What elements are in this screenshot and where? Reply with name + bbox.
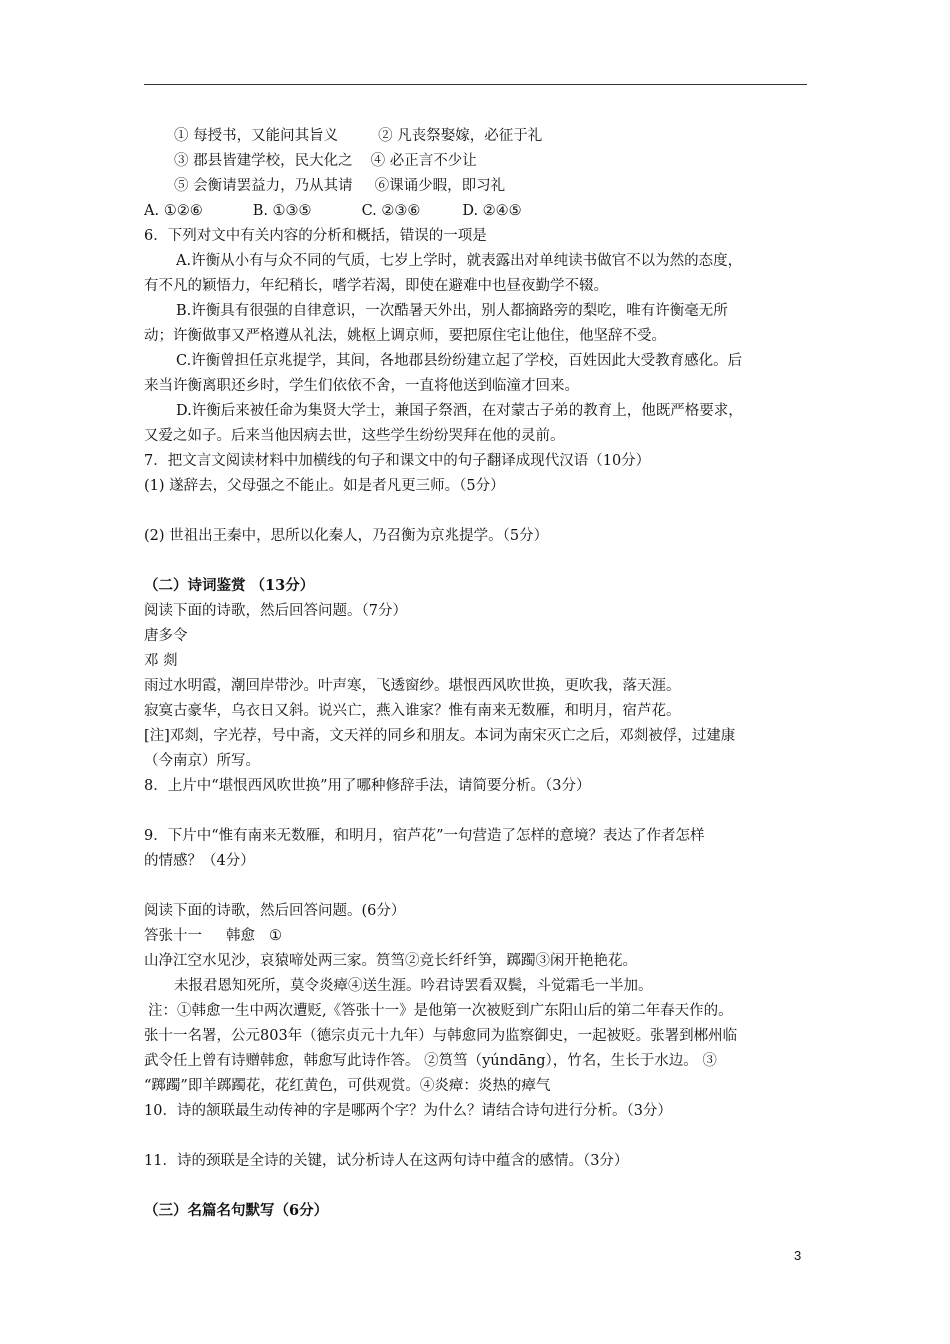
poem1-line-2: 寂寞古豪华，乌衣日又斜。说兴亡，燕入谁家？惟有南来无数雁，和明月，宿芦花。 (144, 703, 681, 719)
page-number: 3 (794, 1248, 802, 1263)
poem2-note-1: 注：①韩愈一生中两次遭贬,《答张十一》是他第一次被贬到广东阳山后的第二年春天作的。 (148, 1003, 733, 1019)
q6-stem: 6．下列对文中有关内容的分析和概括，错误的一项是 (144, 228, 487, 244)
options-row-1 (174, 126, 854, 146)
poem2-line-1: 山净江空水见沙，哀猿啼处两三家。筼筜②竞长纤纤笋，踯躅③闲开艳艳花。 (144, 953, 637, 969)
header-rule (144, 84, 807, 85)
q11: 11．诗的颈联是全诗的关键，试分析诗人在这两句诗中蕴含的感情。（3分） (144, 1153, 629, 1169)
q9-line-2: 的情感？（4分） (144, 853, 255, 869)
q6-option-d-line1: D.许衡后来被任命为集贤大学士，兼国子祭酒，在对蒙古子弟的教育上，他既严格要求， (176, 403, 743, 419)
q5-choices (144, 201, 824, 221)
poem2-title: 答张十一 (144, 928, 202, 944)
poem1-author: 邓 剡 (144, 653, 178, 669)
section2-heading: （二）诗词鉴赏 （13分） (144, 577, 315, 594)
option-5: ⑤ 会衡请罢益力，乃从其请 (174, 178, 353, 194)
q7-sentence-1: (1) 遂辞去，父母强之不能止。如是者凡更三师。（5分） (144, 478, 505, 494)
q5-choice-c: C. ②③⑥ (361, 203, 421, 219)
q5-choice-d: D. ②④⑤ (462, 203, 522, 219)
poem1-title: 唐多令 (144, 628, 188, 644)
q7-sentence-2: (2) 世祖出王秦中，思所以化秦人，乃召衡为京兆提学。（5分） (144, 528, 549, 544)
poem2-note-2: 张十一名署，公元803年（德宗贞元十九年）与韩愈同为监察御史，一起被贬。张署到郴州临 (144, 1028, 738, 1044)
q9-line-1: 9．下片中“惟有南来无数雁，和明月，宿芦花”一句营造了怎样的意境？表达了作者怎样 (144, 828, 705, 844)
poem2-note-4: “踯躅”即羊踯躅花，花红黄色，可供观赏。④炎瘴：炎热的瘴气 (144, 1078, 551, 1094)
poem2-note-3: 武令任上曾有诗赠韩愈，韩愈写此诗作答。 ②筼筜（yúndāng），竹名，生长于水边。 ③ (144, 1053, 717, 1069)
poem1-note-1: [注]邓剡，字光荐，号中斋，文天祥的同乡和朋友。本词为南宋灭亡之后，邓剡被俘，过建康 (144, 728, 736, 744)
q6-option-c-line2: 来当许衡离职还乡时，学生们依依不舍，一直将他送到临潼才回来。 (144, 378, 579, 394)
poem2-author: 韩愈 (226, 928, 255, 944)
poem2-heading (144, 926, 824, 946)
q5-choice-b: B. ①③⑤ (252, 203, 312, 219)
q8: 8．上片中“堪恨西风吹世换”用了哪种修辞手法，请简要分析。（3分） (144, 778, 591, 794)
option-2: ② 凡丧祭娶嫁，必征于礼 (378, 128, 543, 144)
option-6: ⑥课诵少暇，即习礼 (374, 178, 506, 194)
poem1-line-1: 雨过水明霞，潮回岸带沙。叶声寒，飞透窗纱。堪恨西风吹世换，更吹我，落天涯。 (144, 678, 681, 694)
q6-option-a-line2: 有不凡的颖悟力，年纪稍长，嗜学若渴，即使在避难中也昼夜勤学不辍。 (144, 278, 608, 294)
section3-heading: （三）名篇名句默写（6分） (144, 1202, 329, 1219)
option-4: ④ 必正言不少让 (370, 153, 477, 169)
poem1-note-2: （今南京）所写。 (144, 753, 260, 769)
q6-option-d-line2: 又爱之如子。后来当他因病去世，这些学生纷纷哭拜在他的灵前。 (144, 428, 565, 444)
poem2-note-mark: ① (269, 928, 282, 944)
poem1-intro: 阅读下面的诗歌，然后回答问题。（7分） (144, 603, 407, 619)
options-row-2 (174, 151, 854, 171)
option-1: ① 每授书，又能问其旨义 (174, 128, 339, 144)
q6-option-c-line1: C.许衡曾担任京兆提学，其间，各地郡县纷纷建立起了学校，百姓因此大受教育感化。后 (176, 353, 743, 369)
q5-choice-a: A. ①②⑥ (144, 203, 203, 219)
q6-option-b-line1: B.许衡具有很强的自律意识，一次酷暑天外出，别人都摘路旁的梨吃，唯有许衡毫无所 (176, 303, 728, 319)
poem2-line-2: 未报君恩知死所，莫令炎瘴④送生涯。吟君诗罢看双鬓，斗觉霜毛一半加。 (174, 978, 653, 994)
q7-stem: 7．把文言文阅读材料中加横线的句子和课文中的句子翻译成现代汉语（10分） (144, 453, 651, 469)
option-3: ③ 郡县皆建学校，民大化之 (174, 153, 353, 169)
poem2-intro: 阅读下面的诗歌，然后回答问题。(6分） (144, 903, 406, 919)
options-row-3 (174, 176, 854, 196)
q6-option-a-line1: A.许衡从小有与众不同的气质，七岁上学时，就表露出对单纯读书做官不以为然的态度， (176, 253, 743, 269)
q10: 10．诗的颔联最生动传神的字是哪两个字？为什么？请结合诗句进行分析。（3分） (144, 1103, 672, 1119)
q6-option-b-line2: 动；许衡做事又严格遵从礼法，姚枢上调京师，要把原住宅让他住，他坚辞不受。 (144, 328, 666, 344)
